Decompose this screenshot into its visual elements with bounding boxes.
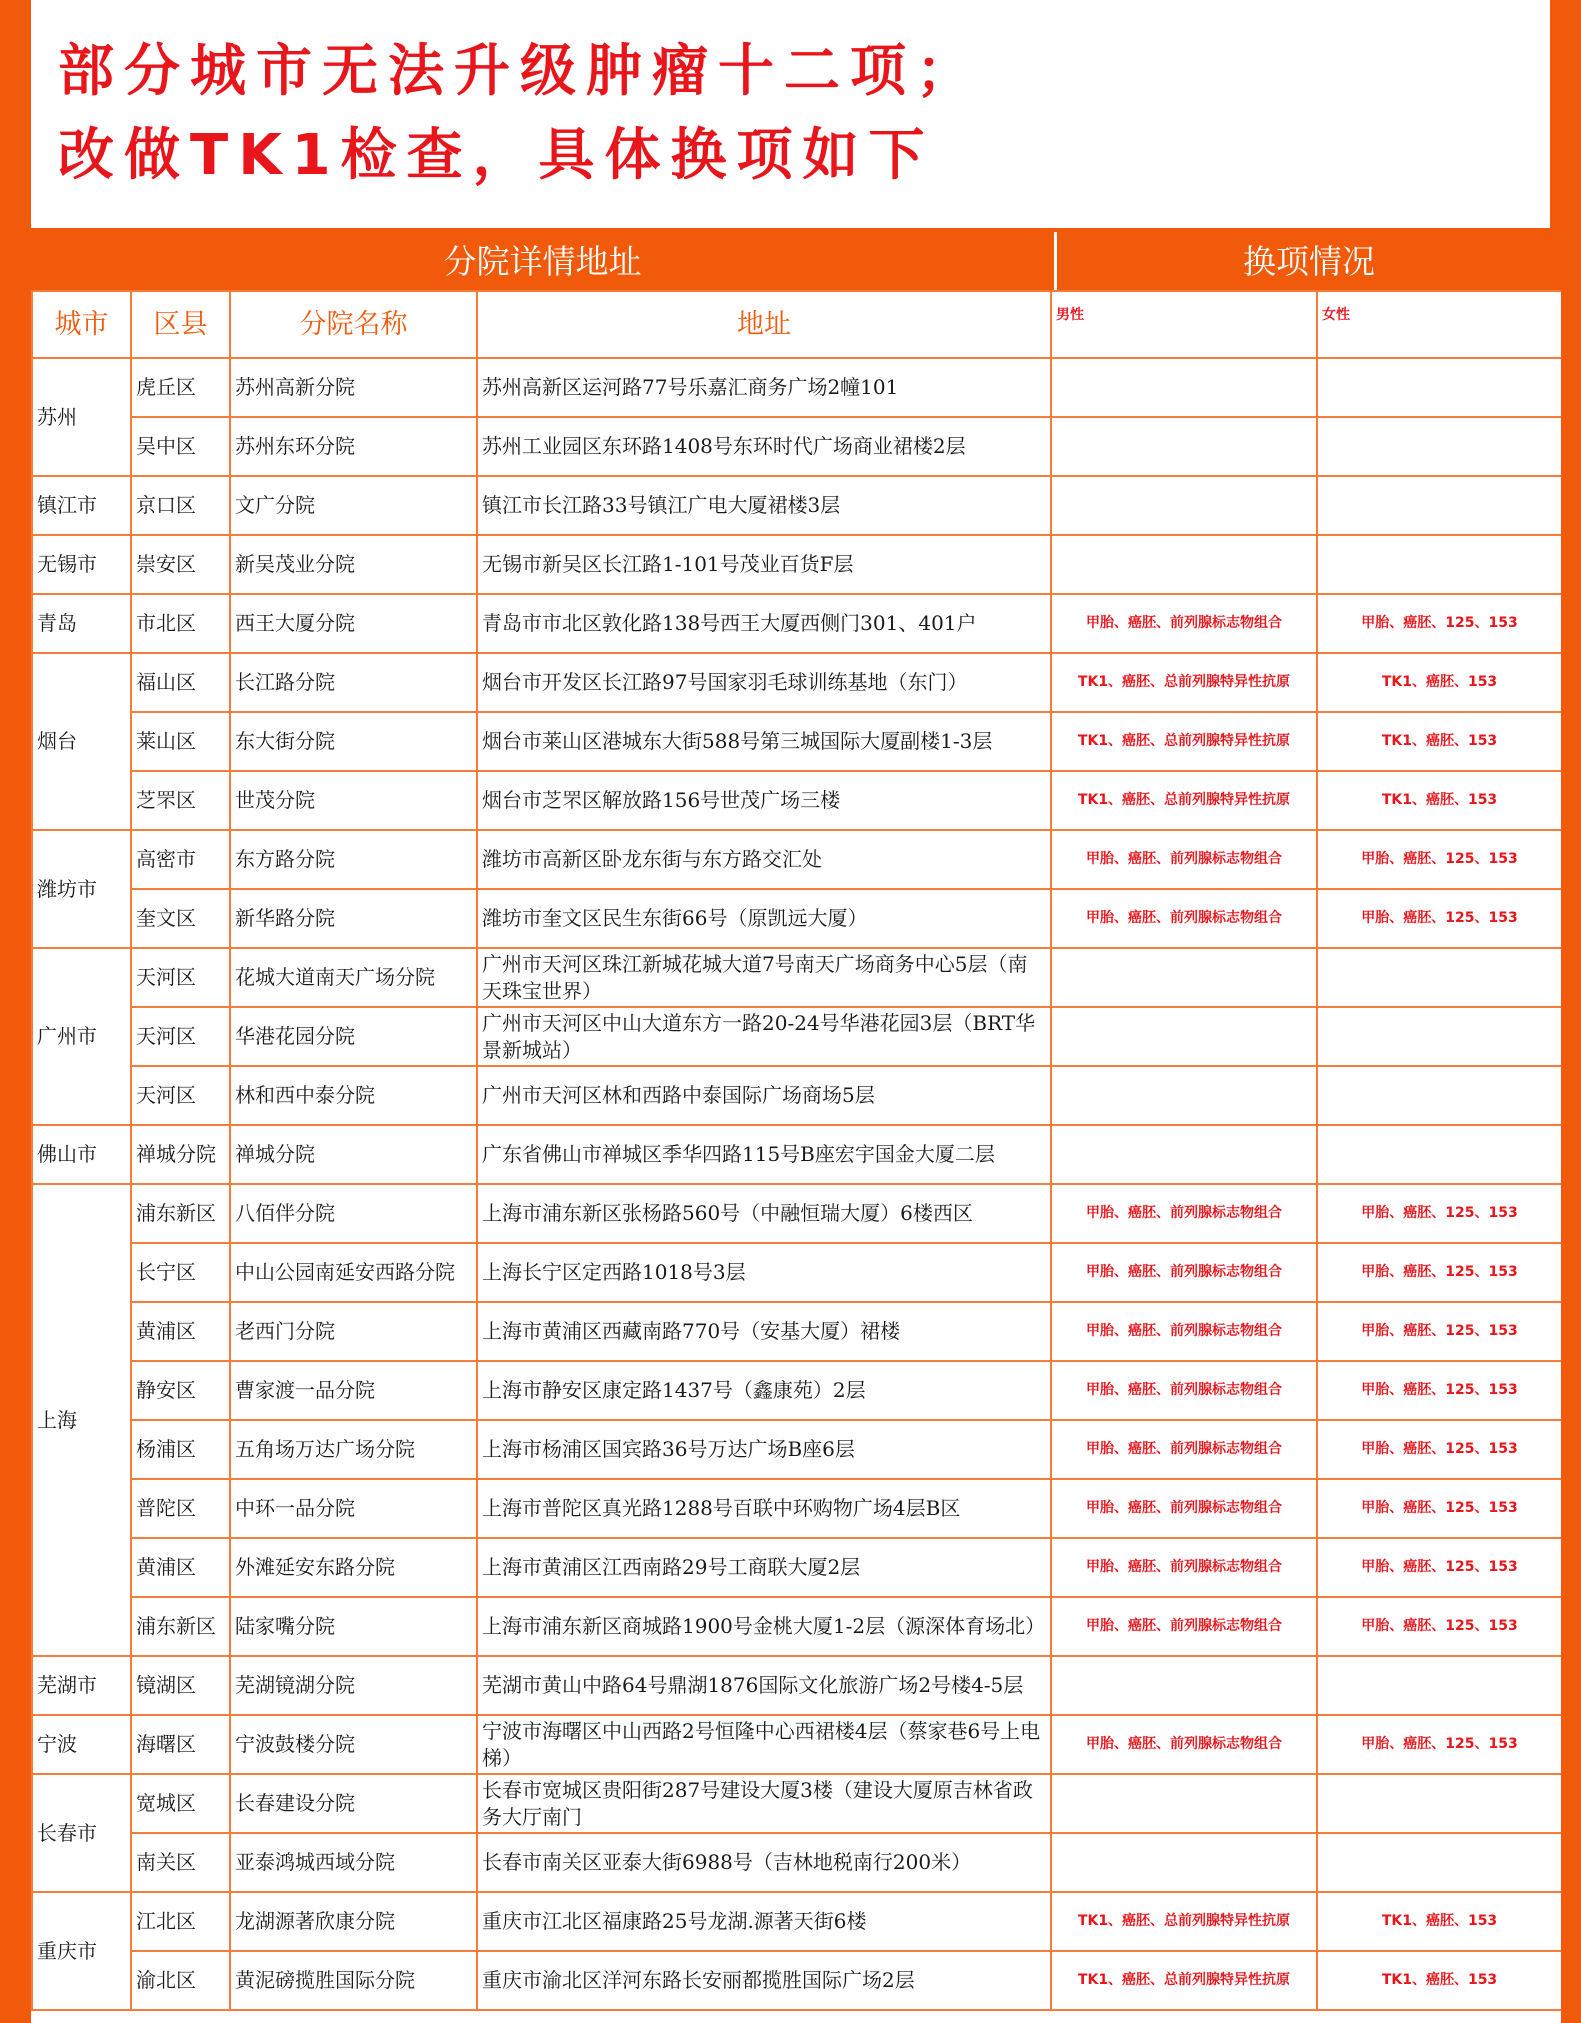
cell-city: 宁波	[32, 1715, 131, 1774]
cell-female-items	[1317, 535, 1561, 594]
branch-table	[31, 290, 1561, 2011]
cell-address: 重庆市渝北区洋河东路长安丽都揽胜国际广场2层	[477, 1951, 1051, 2010]
cell-address: 上海市浦东新区商城路1900号金桃大厦1-2层（源深体育场北）	[477, 1597, 1051, 1656]
cell-district: 芝罘区	[131, 771, 230, 830]
table-row	[32, 1184, 1561, 1243]
cell-district: 天河区	[131, 948, 230, 1007]
cell-female-items	[1317, 476, 1561, 535]
cell-address: 上海长宁区定西路1018号3层	[477, 1243, 1051, 1302]
cell-branch-name: 龙湖源著欣康分院	[230, 1892, 477, 1951]
cell-female-items: TK1、癌胚、153	[1317, 653, 1561, 712]
cell-address: 潍坊市奎文区民生东街66号（原凯远大厦）	[477, 889, 1051, 948]
table-row	[32, 1774, 1561, 1833]
cell-female-items	[1317, 1833, 1561, 1892]
table-row	[32, 1420, 1561, 1479]
cell-male-items: 甲胎、癌胚、前列腺标志物组合	[1051, 1715, 1317, 1774]
cell-city: 重庆市	[32, 1892, 131, 2010]
section-header-item-changes: 换项情况	[1243, 242, 1375, 281]
cell-female-items: TK1、癌胚、153	[1317, 1892, 1561, 1951]
cell-address: 广州市天河区中山大道东方一路20-24号华港花园3层（BRT华景新城站）	[477, 1007, 1051, 1066]
cell-district: 禅城分院	[131, 1125, 230, 1184]
cell-city: 青岛	[32, 594, 131, 653]
table-row	[32, 1597, 1561, 1656]
cell-male-items: 甲胎、癌胚、前列腺标志物组合	[1051, 1243, 1317, 1302]
column-header-male: 男性	[1051, 291, 1317, 358]
cell-district: 浦东新区	[131, 1184, 230, 1243]
cell-branch-name: 东方路分院	[230, 830, 477, 889]
cell-address: 上海市黄浦区江西南路29号工商联大厦2层	[477, 1538, 1051, 1597]
cell-branch-name: 外滩延安东路分院	[230, 1538, 477, 1597]
cell-branch-name: 苏州高新分院	[230, 358, 477, 417]
cell-district: 静安区	[131, 1361, 230, 1420]
cell-district: 黄浦区	[131, 1302, 230, 1361]
cell-city: 芜湖市	[32, 1656, 131, 1715]
cell-male-items	[1051, 417, 1317, 476]
cell-address: 长春市宽城区贵阳街287号建设大厦3楼（建设大厦原吉林省政务大厅南门	[477, 1774, 1051, 1833]
cell-address: 长春市南关区亚泰大街6988号（吉林地税南行200米）	[477, 1833, 1051, 1892]
cell-male-items: 甲胎、癌胚、前列腺标志物组合	[1051, 1302, 1317, 1361]
cell-branch-name: 老西门分院	[230, 1302, 477, 1361]
cell-male-items: 甲胎、癌胚、前列腺标志物组合	[1051, 594, 1317, 653]
cell-male-items: TK1、癌胚、总前列腺特异性抗原	[1051, 712, 1317, 771]
cell-male-items	[1051, 1066, 1317, 1125]
cell-branch-name: 长春建设分院	[230, 1774, 477, 1833]
table-row	[32, 1951, 1561, 2010]
cell-city: 无锡市	[32, 535, 131, 594]
cell-district: 崇安区	[131, 535, 230, 594]
cell-address: 烟台市莱山区港城东大街588号第三城国际大厦副楼1-3层	[477, 712, 1051, 771]
cell-branch-name: 亚泰鸿城西域分院	[230, 1833, 477, 1892]
table-row	[32, 1479, 1561, 1538]
table-row	[32, 358, 1561, 417]
cell-city: 烟台	[32, 653, 131, 830]
cell-female-items	[1317, 1066, 1561, 1125]
cell-male-items: TK1、癌胚、总前列腺特异性抗原	[1051, 771, 1317, 830]
cell-district: 黄浦区	[131, 1538, 230, 1597]
cell-city: 镇江市	[32, 476, 131, 535]
cell-city: 长春市	[32, 1774, 131, 1892]
cell-female-items	[1317, 417, 1561, 476]
table-body	[32, 358, 1561, 2010]
cell-male-items: 甲胎、癌胚、前列腺标志物组合	[1051, 1361, 1317, 1420]
cell-address: 上海市静安区康定路1437号（鑫康苑）2层	[477, 1361, 1051, 1420]
cell-branch-name: 宁波鼓楼分院	[230, 1715, 477, 1774]
cell-district: 吴中区	[131, 417, 230, 476]
cell-address: 无锡市新吴区长江路1-101号茂业百货F层	[477, 535, 1051, 594]
cell-city: 潍坊市	[32, 830, 131, 948]
table-row	[32, 1715, 1561, 1774]
cell-district: 镜湖区	[131, 1656, 230, 1715]
cell-district: 奎文区	[131, 889, 230, 948]
cell-city: 上海	[32, 1184, 131, 1656]
cell-district: 海曙区	[131, 1715, 230, 1774]
cell-female-items: 甲胎、癌胚、125、153	[1317, 1302, 1561, 1361]
cell-district: 福山区	[131, 653, 230, 712]
table-row	[32, 1125, 1561, 1184]
page-title-line-2: 改做TK1检查，具体换项如下	[58, 123, 935, 188]
cell-female-items: 甲胎、癌胚、125、153	[1317, 1420, 1561, 1479]
column-header-address: 地址	[477, 291, 1051, 358]
cell-branch-name: 新华路分院	[230, 889, 477, 948]
page-title-line-1: 部分城市无法升级肿瘤十二项；	[58, 39, 982, 104]
table-row	[32, 712, 1561, 771]
cell-female-items	[1317, 358, 1561, 417]
table-row	[32, 653, 1561, 712]
cell-address: 苏州高新区运河路77号乐嘉汇商务广场2幢101	[477, 358, 1051, 417]
cell-male-items	[1051, 535, 1317, 594]
cell-male-items	[1051, 1125, 1317, 1184]
cell-female-items: 甲胎、癌胚、125、153	[1317, 1538, 1561, 1597]
cell-district: 宽城区	[131, 1774, 230, 1833]
cell-district: 浦东新区	[131, 1597, 230, 1656]
cell-district: 普陀区	[131, 1479, 230, 1538]
table-header-row	[32, 291, 1561, 358]
table-row	[32, 771, 1561, 830]
cell-female-items: TK1、癌胚、153	[1317, 712, 1561, 771]
cell-district: 天河区	[131, 1007, 230, 1066]
table-row	[32, 1302, 1561, 1361]
table-row	[32, 1066, 1561, 1125]
cell-female-items	[1317, 1007, 1561, 1066]
column-header-female: 女性	[1317, 291, 1561, 358]
cell-district: 虎丘区	[131, 358, 230, 417]
cell-male-items: 甲胎、癌胚、前列腺标志物组合	[1051, 830, 1317, 889]
cell-female-items: 甲胎、癌胚、125、153	[1317, 1479, 1561, 1538]
cell-address: 潍坊市高新区卧龙东街与东方路交汇处	[477, 830, 1051, 889]
cell-male-items: TK1、癌胚、总前列腺特异性抗原	[1051, 1951, 1317, 2010]
cell-branch-name: 八佰伴分院	[230, 1184, 477, 1243]
cell-branch-name: 中山公园南延安西路分院	[230, 1243, 477, 1302]
cell-female-items	[1317, 1774, 1561, 1833]
cell-male-items	[1051, 1007, 1317, 1066]
table-row	[32, 1007, 1561, 1066]
cell-female-items	[1317, 1125, 1561, 1184]
cell-address: 广州市天河区林和西路中泰国际广场商场5层	[477, 1066, 1051, 1125]
table-row	[32, 948, 1561, 1007]
cell-district: 莱山区	[131, 712, 230, 771]
cell-male-items: 甲胎、癌胚、前列腺标志物组合	[1051, 1479, 1317, 1538]
cell-city: 广州市	[32, 948, 131, 1125]
cell-address: 芜湖市黄山中路64号鼎湖1876国际文化旅游广场2号楼4-5层	[477, 1656, 1051, 1715]
cell-district: 京口区	[131, 476, 230, 535]
cell-address: 烟台市开发区长江路97号国家羽毛球训练基地（东门）	[477, 653, 1051, 712]
table-row	[32, 1656, 1561, 1715]
cell-district: 长宁区	[131, 1243, 230, 1302]
table-row	[32, 830, 1561, 889]
cell-branch-name: 西王大厦分院	[230, 594, 477, 653]
cell-address: 上海市普陀区真光路1288号百联中环购物广场4层B区	[477, 1479, 1051, 1538]
cell-male-items: TK1、癌胚、总前列腺特异性抗原	[1051, 653, 1317, 712]
cell-branch-name: 中环一品分院	[230, 1479, 477, 1538]
column-header-district: 区县	[131, 291, 230, 358]
cell-male-items	[1051, 476, 1317, 535]
cell-male-items	[1051, 1774, 1317, 1833]
cell-branch-name: 禅城分院	[230, 1125, 477, 1184]
branch-table-wrap	[31, 290, 1561, 2023]
cell-female-items: 甲胎、癌胚、125、153	[1317, 1361, 1561, 1420]
cell-branch-name: 苏州东环分院	[230, 417, 477, 476]
table-row	[32, 476, 1561, 535]
cell-city: 佛山市	[32, 1125, 131, 1184]
table-row	[32, 889, 1561, 948]
cell-district: 江北区	[131, 1892, 230, 1951]
cell-address: 宁波市海曙区中山西路2号恒隆中心西裙楼4层（蔡家巷6号上电梯）	[477, 1715, 1051, 1774]
cell-address: 苏州工业园区东环路1408号东环时代广场商业裙楼2层	[477, 417, 1051, 476]
column-header-city: 城市	[32, 291, 131, 358]
cell-branch-name: 长江路分院	[230, 653, 477, 712]
cell-female-items: 甲胎、癌胚、125、153	[1317, 594, 1561, 653]
cell-district: 南关区	[131, 1833, 230, 1892]
cell-female-items: TK1、癌胚、153	[1317, 1951, 1561, 2010]
cell-female-items: 甲胎、癌胚、125、153	[1317, 1184, 1561, 1243]
table-row	[32, 1833, 1561, 1892]
cell-address: 上海市浦东新区张杨路560号（中融恒瑞大厦）6楼西区	[477, 1184, 1051, 1243]
cell-city: 苏州	[32, 358, 131, 476]
cell-female-items: TK1、癌胚、153	[1317, 771, 1561, 830]
cell-address: 烟台市芝罘区解放路156号世茂广场三楼	[477, 771, 1051, 830]
cell-district: 杨浦区	[131, 1420, 230, 1479]
cell-branch-name: 新吴茂业分院	[230, 535, 477, 594]
cell-district: 渝北区	[131, 1951, 230, 2010]
cell-male-items: 甲胎、癌胚、前列腺标志物组合	[1051, 1420, 1317, 1479]
table-row	[32, 535, 1561, 594]
cell-male-items: 甲胎、癌胚、前列腺标志物组合	[1051, 1538, 1317, 1597]
cell-branch-name: 黄泥磅揽胜国际分院	[230, 1951, 477, 2010]
table-row	[32, 1243, 1561, 1302]
table-row	[32, 1538, 1561, 1597]
column-header-branch: 分院名称	[230, 291, 477, 358]
cell-district: 高密市	[131, 830, 230, 889]
cell-male-items	[1051, 948, 1317, 1007]
cell-address: 广东省佛山市禅城区季华四路115号B座宏宇国金大厦二层	[477, 1125, 1051, 1184]
table-row	[32, 1361, 1561, 1420]
cell-address: 上海市黄浦区西藏南路770号（安基大厦）裙楼	[477, 1302, 1051, 1361]
cell-district: 市北区	[131, 594, 230, 653]
section-header-branch-details: 分院详情地址	[443, 242, 642, 281]
cell-female-items: 甲胎、癌胚、125、153	[1317, 1243, 1561, 1302]
cell-branch-name: 陆家嘴分院	[230, 1597, 477, 1656]
cell-female-items: 甲胎、癌胚、125、153	[1317, 889, 1561, 948]
cell-branch-name: 世茂分院	[230, 771, 477, 830]
cell-male-items: 甲胎、癌胚、前列腺标志物组合	[1051, 889, 1317, 948]
table-row	[32, 1892, 1561, 1951]
cell-female-items: 甲胎、癌胚、125、153	[1317, 1715, 1561, 1774]
cell-branch-name: 花城大道南天广场分院	[230, 948, 477, 1007]
cell-male-items: 甲胎、癌胚、前列腺标志物组合	[1051, 1597, 1317, 1656]
cell-branch-name: 曹家渡一品分院	[230, 1361, 477, 1420]
title-box	[31, 0, 1550, 228]
cell-female-items	[1317, 948, 1561, 1007]
cell-female-items: 甲胎、癌胚、125、153	[1317, 1597, 1561, 1656]
cell-branch-name: 华港花园分院	[230, 1007, 477, 1066]
cell-address: 镇江市长江路33号镇江广电大厦裙楼3层	[477, 476, 1051, 535]
cell-male-items	[1051, 1656, 1317, 1715]
table-row	[32, 594, 1561, 653]
cell-address: 广州市天河区珠江新城花城大道7号南天广场商务中心5层（南天珠宝世界）	[477, 948, 1051, 1007]
cell-address: 上海市杨浦区国宾路36号万达广场B座6层	[477, 1420, 1051, 1479]
cell-branch-name: 东大街分院	[230, 712, 477, 771]
cell-branch-name: 林和西中泰分院	[230, 1066, 477, 1125]
cell-address: 重庆市江北区福康路25号龙湖.源著天街6楼	[477, 1892, 1051, 1951]
cell-branch-name: 五角场万达广场分院	[230, 1420, 477, 1479]
cell-male-items: 甲胎、癌胚、前列腺标志物组合	[1051, 1184, 1317, 1243]
cell-district: 天河区	[131, 1066, 230, 1125]
cell-female-items: 甲胎、癌胚、125、153	[1317, 830, 1561, 889]
cell-branch-name: 芜湖镜湖分院	[230, 1656, 477, 1715]
table-row	[32, 417, 1561, 476]
cell-male-items: TK1、癌胚、总前列腺特异性抗原	[1051, 1892, 1317, 1951]
cell-male-items	[1051, 358, 1317, 417]
cell-male-items	[1051, 1833, 1317, 1892]
cell-female-items	[1317, 1656, 1561, 1715]
cell-branch-name: 文广分院	[230, 476, 477, 535]
cell-address: 青岛市市北区敦化路138号西王大厦西侧门301、401户	[477, 594, 1051, 653]
